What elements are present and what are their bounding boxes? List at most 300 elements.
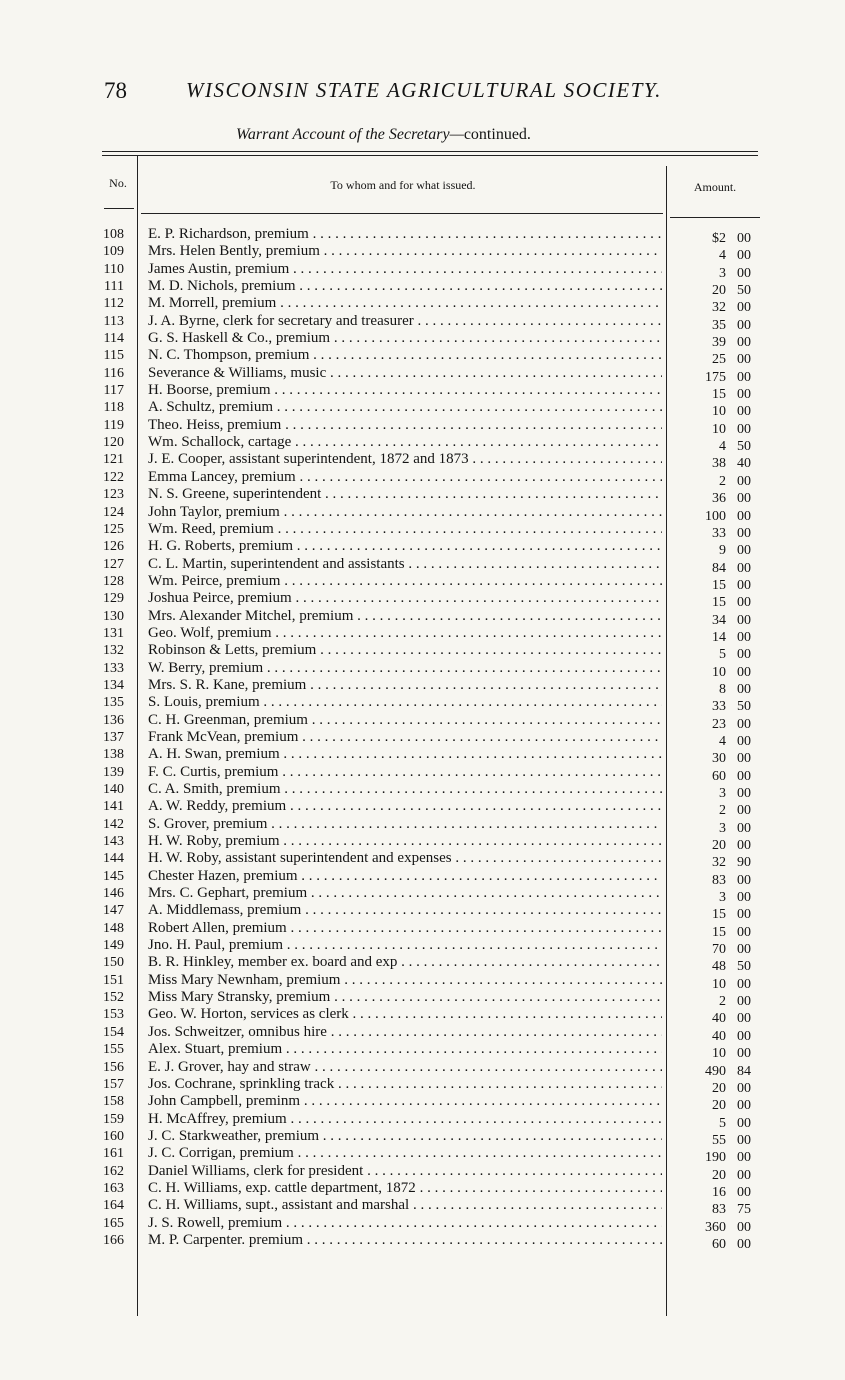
- amount-cents: 00: [737, 786, 751, 801]
- amount-cents: 00: [737, 907, 751, 923]
- warrant-number: 159: [103, 1111, 124, 1127]
- warrant-description: M. P. Carpenter. premium . . .: [148, 1232, 662, 1249]
- table-row: [100, 1041, 766, 1062]
- warrant-number: 132: [103, 643, 124, 659]
- warrant-number: 137: [103, 729, 124, 745]
- warrant-description: S. Louis, premium . . .: [148, 694, 662, 711]
- table-row: [100, 468, 766, 489]
- warrant-description: H. W. Roby, assistant superintendent and expenses . . .: [148, 850, 662, 867]
- warrant-description: Jos. Cochrane, sprinkling track . . .: [148, 1076, 662, 1093]
- table-row: [100, 746, 766, 767]
- amount-cents: 00: [737, 369, 751, 385]
- table-row: [100, 781, 766, 801]
- warrant-number: 109: [103, 244, 124, 260]
- warrant-number: 162: [103, 1163, 124, 1179]
- amount-dollars: $2: [712, 231, 726, 246]
- table-row: [100, 1179, 766, 1200]
- amount-cents: 00: [737, 560, 751, 576]
- table-row: [100, 226, 766, 246]
- warrant-description: Wm. Peirce, premium . . .: [148, 573, 662, 590]
- amount-dollars: 100: [705, 508, 726, 524]
- warrant-description: M. Morrell, premium . . .: [148, 295, 662, 312]
- warrant-description: John Taylor, premium . . .: [148, 504, 662, 521]
- warrant-description: Geo. W. Horton, services as clerk . . .: [148, 1006, 662, 1023]
- warrant-description: A. W. Reddy, premium . . .: [148, 798, 662, 815]
- warrant-description: Jos. Schweitzer, omnibus hire . . .: [148, 1024, 662, 1041]
- warrant-number: 121: [103, 452, 124, 468]
- amount-dollars: 5: [719, 1115, 726, 1131]
- warrant-number: 163: [103, 1180, 124, 1196]
- amount-dollars: 33: [712, 699, 726, 715]
- amount-dollars: 60: [712, 1236, 726, 1252]
- table-row: [100, 486, 766, 507]
- caption-italic: Warrant Account of the Secretary—: [236, 126, 464, 143]
- warrant-description: A. Schultz, premium . . .: [148, 399, 662, 416]
- table-row: [100, 330, 766, 351]
- warrant-number: 145: [103, 868, 124, 884]
- amount-cents: 00: [737, 872, 751, 888]
- table-row: [100, 850, 766, 871]
- warrant-description: Alex. Stuart, premium . . .: [148, 1041, 662, 1058]
- warrant-number: 133: [103, 660, 124, 676]
- amount-dollars: 83: [712, 872, 726, 888]
- amount-cents: 00: [737, 890, 751, 906]
- warrant-description: J. C. Starkweather, premium . . .: [148, 1128, 662, 1145]
- table-row: [100, 971, 766, 992]
- table-row: [100, 1058, 766, 1079]
- warrant-description: H. Boorse, premium . . .: [148, 382, 662, 399]
- amount-cents: 00: [737, 994, 751, 1010]
- warrant-description: F. C. Curtis, premium . . .: [148, 764, 662, 781]
- table-row: [100, 1023, 766, 1044]
- warrant-description: W. Berry, premium . . .: [148, 660, 662, 677]
- warrant-description: Robinson & Letts, premium . . .: [148, 642, 662, 659]
- amount-cents: 50: [737, 283, 751, 299]
- header-rule-no: [104, 208, 134, 209]
- amount-cents: 00: [737, 1115, 751, 1131]
- amount-dollars: 3: [719, 820, 726, 836]
- warrant-description: Joshua Peirce, premium . . .: [148, 590, 662, 607]
- warrant-number: 140: [103, 782, 124, 797]
- warrant-number: 152: [103, 990, 124, 1006]
- warrant-number: 166: [103, 1232, 124, 1248]
- warrant-number: 151: [103, 972, 124, 988]
- amount-cents: 00: [737, 248, 751, 264]
- warrant-description: G. S. Haskell & Co., premium . . .: [148, 330, 662, 347]
- amount-dollars: 48: [712, 959, 726, 975]
- warrant-number: 164: [103, 1198, 124, 1214]
- amount-cents: 40: [737, 456, 751, 472]
- amount-cents: 00: [737, 404, 751, 420]
- amount-cents: 00: [737, 317, 751, 333]
- amount-cents: 00: [737, 751, 751, 767]
- amount-cents: 00: [737, 543, 751, 559]
- caption-plain: continued.: [463, 126, 531, 143]
- table-row: [100, 295, 766, 316]
- table-row: [100, 763, 766, 784]
- warrant-description: Theo. Heiss, premium . . .: [148, 417, 662, 434]
- amount-cents: 50: [737, 699, 751, 715]
- table-row: [100, 676, 766, 697]
- amount-cents: 00: [737, 265, 751, 281]
- amount-dollars: 9: [719, 543, 726, 559]
- table-row: [100, 451, 766, 472]
- table-row: [100, 798, 766, 819]
- table-row: [100, 607, 766, 628]
- amount-cents: 00: [737, 491, 751, 507]
- amount-dollars: 2: [719, 994, 726, 1010]
- header-rule-desc: [141, 213, 663, 214]
- table-row: [100, 434, 766, 455]
- amount-cents: 00: [737, 1028, 751, 1044]
- warrant-number: 123: [103, 487, 124, 503]
- table-row: [100, 538, 766, 559]
- amount-cents: 00: [737, 387, 751, 403]
- warrant-description: Chester Hazen, premium . . .: [148, 868, 662, 885]
- amount-cents: 00: [737, 473, 751, 489]
- amount-dollars: 10: [712, 1046, 726, 1062]
- amount-dollars: 2: [719, 803, 726, 819]
- warrant-number: 165: [103, 1215, 124, 1231]
- amount-cents: 00: [737, 924, 751, 940]
- warrant-description: B. R. Hinkley, member ex. board and exp . . .: [148, 954, 662, 971]
- column-header-desc: To whom and for what issued.: [330, 178, 476, 192]
- amount-dollars: 35: [712, 317, 726, 333]
- amount-dollars: 10: [712, 976, 726, 992]
- table-row: [100, 399, 766, 420]
- amount-cents: 50: [737, 439, 751, 455]
- amount-dollars: 190: [705, 1150, 726, 1166]
- amount-dollars: 2: [719, 473, 726, 489]
- amount-dollars: 55: [712, 1132, 726, 1148]
- warrant-description: Frank McVean, premium . . .: [148, 729, 662, 746]
- warrant-description: Robert Allen, premium . . .: [148, 920, 662, 937]
- warrant-number: 138: [103, 747, 124, 763]
- table-row: [100, 659, 766, 680]
- warrant-number: 150: [103, 955, 124, 971]
- table-row: [100, 243, 766, 264]
- warrant-description: S. Grover, premium . . .: [148, 816, 662, 833]
- warrant-description: C. H. Williams, exp. cattle department, 1872 . . .: [148, 1180, 662, 1197]
- amount-dollars: 3: [719, 265, 726, 281]
- table-row: [100, 278, 766, 299]
- amount-dollars: 490: [705, 1063, 726, 1079]
- amount-dollars: 5: [719, 647, 726, 663]
- warrant-number: 118: [103, 400, 124, 416]
- amount-dollars: 8: [719, 681, 726, 697]
- amount-dollars: 32: [712, 855, 726, 871]
- amount-cents: 00: [737, 421, 751, 437]
- warrant-description: C. H. Greenman, premium . . .: [148, 712, 662, 729]
- warrant-amount: [686, 1236, 756, 1253]
- warrant-description: Mrs. Alexander Mitchel, premium . . .: [148, 608, 662, 625]
- warrant-description: Mrs. S. R. Kane, premium . . .: [148, 677, 662, 694]
- table-row: [100, 260, 766, 281]
- warrant-description: Wm. Reed, premium . . .: [148, 521, 662, 538]
- warrant-description: C. H. Williams, supt., assistant and marshal . . .: [148, 1197, 662, 1214]
- amount-dollars: 15: [712, 387, 726, 403]
- amount-cents: 00: [737, 1184, 751, 1200]
- warrant-number: 158: [103, 1094, 124, 1110]
- warrant-number: 116: [103, 365, 124, 381]
- amount-cents: 00: [737, 1219, 751, 1235]
- amount-dollars: 3: [719, 890, 726, 906]
- warrant-description: H. McAffrey, premium . . .: [148, 1111, 662, 1128]
- amount-dollars: 10: [712, 421, 726, 437]
- table-row: [100, 1197, 766, 1218]
- table-row: [100, 833, 766, 854]
- amount-cents: 00: [737, 768, 751, 784]
- table-row: [100, 416, 766, 437]
- amount-cents: 00: [737, 1011, 751, 1027]
- warrant-description: M. D. Nichols, premium . . .: [148, 278, 662, 295]
- table-row: [100, 364, 766, 385]
- table-row: [100, 728, 766, 749]
- table-row: [100, 347, 766, 368]
- amount-cents: 00: [737, 231, 751, 246]
- amount-dollars: 175: [705, 369, 726, 385]
- amount-dollars: 3: [719, 786, 726, 801]
- warrant-number: 149: [103, 938, 124, 954]
- amount-cents: 00: [737, 664, 751, 680]
- table-row: [100, 1162, 766, 1183]
- amount-dollars: 30: [712, 751, 726, 767]
- warrant-number: 147: [103, 903, 124, 919]
- warrant-description: A. Middlemass, premium . . .: [148, 902, 662, 919]
- warrant-description: Emma Lancey, premium . . .: [148, 469, 662, 486]
- table-row: [100, 1093, 766, 1114]
- warrant-number: 156: [103, 1059, 124, 1075]
- amount-dollars: 15: [712, 595, 726, 611]
- warrant-number: 134: [103, 677, 124, 693]
- warrant-description: J. A. Byrne, clerk for secretary and treasurer . . .: [148, 313, 662, 330]
- warrant-number: 153: [103, 1007, 124, 1023]
- table-row: [100, 590, 766, 611]
- table-row: [100, 1127, 766, 1148]
- table-row: [100, 572, 766, 593]
- warrant-description: J. C. Corrigan, premium . . .: [148, 1145, 662, 1162]
- warrant-number: 142: [103, 816, 124, 832]
- amount-dollars: 40: [712, 1011, 726, 1027]
- amount-dollars: 36: [712, 491, 726, 507]
- amount-dollars: 360: [705, 1219, 726, 1235]
- warrant-number: 157: [103, 1076, 124, 1092]
- warrant-number: 148: [103, 920, 124, 936]
- page-header: [104, 78, 704, 110]
- page-number: 78: [104, 78, 127, 103]
- amount-dollars: 10: [712, 664, 726, 680]
- amount-dollars: 70: [712, 942, 726, 958]
- table-row: [100, 1214, 766, 1235]
- amount-cents: 00: [737, 300, 751, 316]
- warrant-description: J. E. Cooper, assistant superintendent, 1872 and 1873 . . .: [148, 451, 662, 468]
- amount-dollars: 23: [712, 716, 726, 732]
- warrant-description: Mrs. C. Gephart, premium . . .: [148, 885, 662, 902]
- warrant-number: 128: [103, 573, 124, 589]
- warrant-description: N. S. Greene, superintendent . . .: [148, 486, 662, 503]
- warrant-number: 126: [103, 539, 124, 555]
- table-row: [100, 624, 766, 645]
- amount-cents: 00: [737, 1080, 751, 1096]
- amount-dollars: 20: [712, 1098, 726, 1114]
- amount-dollars: 4: [719, 733, 726, 749]
- amount-dollars: 33: [712, 525, 726, 541]
- table-row: [100, 1006, 766, 1027]
- warrant-description: Mrs. Helen Bently, premium . . .: [148, 243, 662, 260]
- amount-dollars: 16: [712, 1184, 726, 1200]
- header-rule-amount: [670, 217, 760, 218]
- amount-dollars: 84: [712, 560, 726, 576]
- table-row: [100, 503, 766, 524]
- amount-dollars: 83: [712, 1202, 726, 1218]
- top-rule-thin: [102, 155, 758, 156]
- warrant-number: 155: [103, 1042, 124, 1058]
- amount-cents: 00: [737, 335, 751, 351]
- table-caption: [236, 126, 656, 144]
- amount-cents: 50: [737, 959, 751, 975]
- top-rule-thick: [102, 151, 758, 152]
- warrant-number: 115: [103, 348, 124, 364]
- warrant-number: 117: [103, 383, 124, 399]
- warrant-description: Miss Mary Stransky, premium . . .: [148, 989, 662, 1006]
- amount-dollars: 15: [712, 924, 726, 940]
- table-row: [100, 1075, 766, 1096]
- warrant-number: 114: [103, 331, 124, 347]
- warrant-description: H. W. Roby, premium . . .: [148, 833, 662, 850]
- warrant-description: N. C. Thompson, premium . . .: [148, 347, 662, 364]
- table-row: [100, 694, 766, 715]
- warrant-description: H. G. Roberts, premium . . .: [148, 538, 662, 555]
- warrant-description: Daniel Williams, clerk for president . . .: [148, 1163, 662, 1180]
- warrant-description: E. P. Richardson, premium . . .: [148, 226, 662, 243]
- amount-dollars: 20: [712, 283, 726, 299]
- amount-cents: 90: [737, 855, 751, 871]
- table-row: [100, 1145, 766, 1166]
- warrant-number: 120: [103, 435, 124, 451]
- amount-cents: 00: [737, 629, 751, 645]
- table-row: [100, 382, 766, 403]
- warrant-number: 141: [103, 799, 124, 815]
- amount-dollars: 20: [712, 838, 726, 854]
- amount-cents: 00: [737, 838, 751, 854]
- warrant-number: 160: [103, 1128, 124, 1144]
- amount-cents: 00: [737, 1150, 751, 1166]
- warrant-number: 135: [103, 695, 124, 711]
- warrant-number: 124: [103, 504, 124, 520]
- table-row: [100, 902, 766, 923]
- amount-cents: 00: [737, 577, 751, 593]
- column-header-amount: Amount.: [693, 180, 737, 194]
- warrant-description: James Austin, premium . . .: [148, 261, 662, 278]
- amount-dollars: 15: [712, 907, 726, 923]
- amount-cents: 75: [737, 1202, 751, 1218]
- table-row: [100, 954, 766, 975]
- amount-dollars: 4: [719, 439, 726, 455]
- amount-dollars: 20: [712, 1080, 726, 1096]
- warrant-number: 112: [103, 296, 124, 312]
- amount-cents: 00: [737, 647, 751, 663]
- amount-cents: 00: [737, 352, 751, 368]
- warrant-description: John Campbell, preminm . . .: [148, 1093, 662, 1110]
- warrant-description: Geo. Wolf, premium . . .: [148, 625, 662, 642]
- amount-cents: 00: [737, 612, 751, 628]
- amount-dollars: 34: [712, 612, 726, 628]
- amount-dollars: 25: [712, 352, 726, 368]
- warrant-table-body: [100, 226, 766, 1252]
- warrant-number: 143: [103, 834, 124, 850]
- column-header-no: No.: [109, 176, 127, 190]
- warrant-description: C. A. Smith, premium . . .: [148, 781, 662, 798]
- amount-dollars: 60: [712, 768, 726, 784]
- warrant-number: 146: [103, 886, 124, 902]
- warrant-number: 111: [104, 279, 124, 295]
- warrant-description: C. L. Martin, superintendent and assistants . . .: [148, 556, 662, 573]
- running-title: WISCONSIN STATE AGRICULTURAL SOCIETY.: [186, 78, 662, 102]
- amount-cents: 00: [737, 1098, 751, 1114]
- warrant-number: 131: [103, 625, 124, 641]
- amount-dollars: 20: [712, 1167, 726, 1183]
- warrant-number: 127: [103, 556, 124, 572]
- table-row: [100, 815, 766, 836]
- amount-dollars: 39: [712, 335, 726, 351]
- table-row: [100, 937, 766, 958]
- warrant-number: 129: [103, 591, 124, 607]
- warrant-description: E. J. Grover, hay and straw . . .: [148, 1059, 662, 1076]
- amount-dollars: 14: [712, 629, 726, 645]
- amount-cents: 00: [737, 595, 751, 611]
- amount-cents: 00: [737, 820, 751, 836]
- amount-dollars: 32: [712, 300, 726, 316]
- table-row: [100, 989, 766, 1010]
- amount-dollars: 4: [719, 248, 726, 264]
- amount-cents: 00: [737, 1167, 751, 1183]
- amount-dollars: 15: [712, 577, 726, 593]
- warrant-description: Severance & Williams, music . . .: [148, 365, 662, 382]
- amount-cents: 00: [737, 1046, 751, 1062]
- amount-cents: 00: [737, 733, 751, 749]
- warrant-number: 110: [103, 261, 124, 277]
- warrant-number: 136: [103, 712, 124, 728]
- amount-cents: 00: [737, 1236, 751, 1252]
- amount-cents: 00: [737, 803, 751, 819]
- warrant-description: A. H. Swan, premium . . .: [148, 746, 662, 763]
- warrant-description: J. S. Rowell, premium . . .: [148, 1215, 662, 1232]
- table-row: [100, 520, 766, 541]
- amount-dollars: 38: [712, 456, 726, 472]
- warrant-number: 130: [103, 608, 124, 624]
- table-row: [100, 642, 766, 663]
- amount-cents: 00: [737, 716, 751, 732]
- warrant-number: 119: [103, 417, 124, 433]
- warrant-number: 144: [103, 851, 124, 867]
- warrant-number: 125: [103, 521, 124, 537]
- table-row: [100, 555, 766, 576]
- table-row: [100, 711, 766, 732]
- warrant-description: Miss Mary Newnham, premium . . .: [148, 972, 662, 989]
- warrant-number: 113: [103, 313, 124, 329]
- amount-cents: 00: [737, 681, 751, 697]
- amount-cents: 84: [737, 1063, 751, 1079]
- warrant-number: 154: [103, 1024, 124, 1040]
- table-row: [100, 1110, 766, 1131]
- table-row: [100, 885, 766, 906]
- warrant-description: Jno. H. Paul, premium . . .: [148, 937, 662, 954]
- amount-dollars: 10: [712, 404, 726, 420]
- amount-cents: 00: [737, 508, 751, 524]
- table-row: [100, 1231, 766, 1252]
- table-row: [100, 919, 766, 940]
- warrant-number: 139: [103, 764, 124, 780]
